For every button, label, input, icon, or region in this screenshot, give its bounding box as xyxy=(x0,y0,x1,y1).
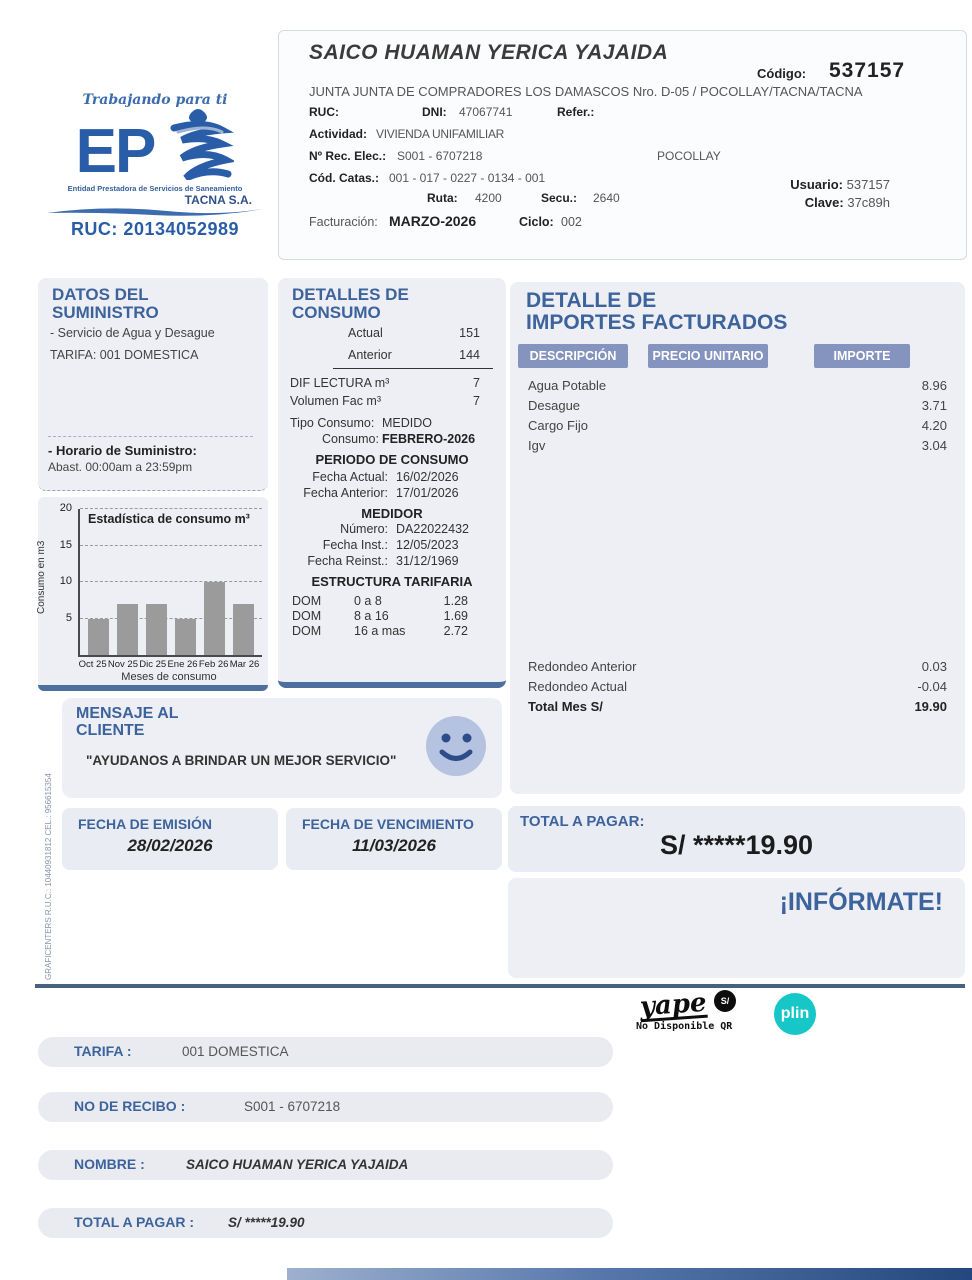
resumen-tarifa-row: TARIFA : 001 DOMESTICA xyxy=(38,1037,613,1067)
usuario-value: 537157 xyxy=(846,177,890,192)
fecha-reinst-label: Fecha Reinst.: xyxy=(307,554,388,568)
eps-logo xyxy=(40,92,270,242)
ciclo-value: 002 xyxy=(561,215,582,229)
column-header-descripcion: DESCRIPCIÓN xyxy=(518,344,628,368)
medidor-title: MEDIDOR xyxy=(361,506,423,521)
logo-swoosh xyxy=(45,207,265,217)
y-tick-5: 5 xyxy=(65,611,72,624)
clave-label: Clave: xyxy=(804,195,844,210)
facturacion-label: Facturación: xyxy=(309,215,378,229)
horario-label: - Horario de Suministro: xyxy=(48,443,197,458)
refer-label: Refer.: xyxy=(557,105,595,119)
detalles-consumo-panel: DETALLES DE CONSUMO Actual 151 Anterior 144 DIF LECTURA m³ 7 Volumen Fac m³ 7 Tipo Consumo: MEDIDO Consumo: FEBRERO-2026 PERIODO DE CONSUMO Fecha Actual: 16/02/2026 Fecha Anterior: 17/01/2026 MEDIDOR Número: DA22022432 Fecha Inst.: 12/05/2023 Fecha Reinst.: 31/12/1969 ESTRUCTURA TARIFARIA DOM 0 a 8 1.28 DOM 8 a 16 1.69 DOM 16 a mas 2.72 xyxy=(278,278,506,688)
resumen-nombre-row: NOMBRE : SAICO HUAMAN YERICA YAJAIDA xyxy=(38,1150,613,1180)
clave-value: 37c89h xyxy=(847,195,890,210)
mensaje-cliente-panel xyxy=(62,698,502,798)
x-tick-Feb 26: Feb 26 xyxy=(198,659,229,670)
actividad-value: VIVIENDA UNIFAMILIAR xyxy=(376,127,505,141)
x-tick-Mar 26: Mar 26 xyxy=(229,659,260,670)
plin-logo: plin xyxy=(774,993,816,1035)
mensaje-title: MENSAJE AL CLIENTE xyxy=(76,705,179,739)
customer-name: SAICO HUAMAN YERICA YAJAIDA xyxy=(309,41,669,64)
fecha-actual-label: Fecha Actual: xyxy=(312,470,388,484)
fecha-emision-value: 28/02/2026 xyxy=(127,836,213,855)
usuario-label: Usuario: xyxy=(790,177,843,192)
dni-value: 47067741 xyxy=(459,105,513,119)
actividad-label: Actividad: xyxy=(309,127,368,141)
ruc-label: RUC: xyxy=(309,105,339,119)
datos-suministro-panel xyxy=(38,278,268,491)
no-qr-text: No Disponible QR xyxy=(636,1021,733,1032)
x-tick-Ene 26: Ene 26 xyxy=(167,659,198,670)
anterior-label: Anterior xyxy=(348,348,392,362)
footer-divider xyxy=(35,984,965,988)
column-header-precio-unitario: PRECIO UNITARIO xyxy=(648,344,768,368)
eps-letters: EP xyxy=(75,117,155,187)
informate-panel xyxy=(508,878,965,978)
datos-title: DATOS DEL SUMINISTRO xyxy=(52,285,159,322)
facturacion-value: MARZO-2026 xyxy=(389,213,477,229)
fecha-emision-label: FECHA DE EMISIÓN xyxy=(78,816,213,832)
ruta-value: 4200 xyxy=(475,191,502,205)
periodo-title: PERIODO DE CONSUMO xyxy=(315,452,469,467)
ciclo-label: Ciclo: xyxy=(519,215,554,229)
bar-Nov 25 xyxy=(117,604,138,655)
bar-Mar 26 xyxy=(233,604,254,655)
vol-label: Volumen Fac m³ xyxy=(290,394,382,408)
consumo-value: FEBRERO-2026 xyxy=(382,432,476,446)
bar-Feb 26 xyxy=(204,582,225,655)
resumen-recibo-row: NO DE RECIBO : S001 - 6707218 xyxy=(38,1092,613,1122)
servicio-line: - Servicio de Agua y Desague xyxy=(50,326,215,340)
tarifa-line: TARIFA: 001 DOMESTICA xyxy=(50,348,199,362)
estructura-title: ESTRUCTURA TARIFARIA xyxy=(311,574,473,589)
fecha-emision-box xyxy=(62,808,278,870)
y-tick-10: 10 xyxy=(59,575,72,587)
company-ruc: RUC: 20134052989 xyxy=(70,219,240,239)
chart-bars xyxy=(80,509,262,655)
tipo-label: Tipo Consumo: xyxy=(290,416,375,430)
vol-value: 7 xyxy=(473,394,480,408)
ruta-label: Ruta: xyxy=(427,191,458,205)
logo-tagline: Trabajando para ti xyxy=(82,92,228,108)
actual-label: Actual xyxy=(348,326,383,340)
bar-Ene 26 xyxy=(175,619,196,656)
usuario-row xyxy=(790,177,890,192)
bar-Dic 25 xyxy=(146,604,167,655)
fecha-reinst-value: 31/12/1969 xyxy=(396,554,459,568)
reading-divider xyxy=(333,368,493,369)
importes-title: DETALLE DE IMPORTES FACTURADOS xyxy=(526,289,788,335)
y-tick-20: 20 xyxy=(59,502,72,514)
rec-elec-value: S001 - 6707218 xyxy=(397,149,483,163)
codigo-label: Código: xyxy=(757,66,807,81)
fecha-actual-value: 16/02/2026 xyxy=(396,470,459,484)
fecha-vencimiento-value: 11/03/2026 xyxy=(352,836,436,855)
informate-text: ¡INFÓRMATE! xyxy=(779,888,943,916)
detalles-title: DETALLES DE CONSUMO xyxy=(292,285,409,322)
tipo-value: MEDIDO xyxy=(382,416,432,430)
total-a-pagar-value: S/ *****19.90 xyxy=(659,830,814,860)
printer-credit: GRAFICENTERS R.U.C.: 10440931812 CEL.: 956615354 xyxy=(44,773,53,980)
dif-label: DIF LECTURA m³ xyxy=(290,376,390,390)
smiley-icon xyxy=(422,712,490,780)
customer-header-block xyxy=(278,30,967,260)
logo-company: TACNA S.A. xyxy=(184,193,252,207)
clave-row xyxy=(805,195,890,210)
fecha-vencimiento-box xyxy=(286,808,502,870)
importes-facturados-panel: DETALLE DE IMPORTES FACTURADOS DESCRIPCIÓN PRECIO UNITARIO IMPORTE Agua Potable 8.96 Desague 3.71 Cargo Fijo 4.20 Igv 3.04 Redondeo Anterior 0.03 Redondeo Actual -0.04 Total Mes S/ 19.90 xyxy=(510,282,965,794)
consumo-label: Consumo: xyxy=(322,432,379,446)
secu-value: 2640 xyxy=(593,191,620,205)
x-tick-Dic 25: Dic 25 xyxy=(139,659,167,670)
yape-logo: yape S/ xyxy=(640,994,707,1020)
catastro-label: Cód. Catas.: xyxy=(309,171,380,185)
logo-subtitle: Entidad Prestadora de Servicios de Saneamiento xyxy=(67,184,243,193)
dif-value: 7 xyxy=(473,376,480,390)
customer-address: JUNTA JUNTA DE COMPRADORES LOS DAMASCOS Nro. D-05 / POCOLLAY/TACNA/TACNA xyxy=(309,84,863,99)
fecha-inst-value: 12/05/2023 xyxy=(396,538,459,552)
total-a-pagar-box xyxy=(508,806,965,872)
chart-x-axis-label: Meses de consumo xyxy=(121,671,217,683)
fecha-anterior-label: Fecha Anterior: xyxy=(303,486,388,500)
bar-Oct 25 xyxy=(88,619,109,656)
x-tick-Nov 25: Nov 25 xyxy=(107,659,138,670)
secu-label: Secu.: xyxy=(541,191,578,205)
fecha-anterior-value: 17/01/2026 xyxy=(396,486,459,500)
y-tick-15: 15 xyxy=(59,538,72,551)
column-header-importe: IMPORTE xyxy=(814,344,910,368)
horario-block xyxy=(48,436,253,474)
water-swirl-icon xyxy=(154,106,234,180)
x-tick-Oct 25: Oct 25 xyxy=(78,659,107,670)
horario-value: Abast. 00:00am a 23:59pm xyxy=(48,460,193,474)
anterior-value: 144 xyxy=(459,348,480,362)
distrito-value: POCOLLAY xyxy=(657,149,721,163)
dni-label: DNI: xyxy=(422,105,447,119)
codigo-value: 537157 xyxy=(829,59,906,82)
consumption-chart-panel xyxy=(38,497,268,691)
yape-badge-icon: S/ xyxy=(714,990,736,1012)
resumen-total-row: TOTAL A PAGAR : S/ *****19.90 xyxy=(38,1208,613,1238)
chart-plot-area xyxy=(78,509,262,657)
chart-title: Estadística de consumo m³ xyxy=(88,512,250,526)
catastro-value: 001 - 017 - 0227 - 0134 - 001 xyxy=(389,171,546,185)
chart-y-axis-label: Consumo en m3 xyxy=(36,540,47,614)
bottom-accent-bar xyxy=(287,1268,972,1280)
eps-wordmark xyxy=(40,108,270,187)
fecha-vencimiento-label: FECHA DE VENCIMIENTO xyxy=(302,816,474,832)
total-a-pagar-label: TOTAL A PAGAR: xyxy=(520,813,645,830)
numero-label: Número: xyxy=(340,522,388,536)
rec-elec-label: Nº Rec. Elec.: xyxy=(309,149,387,163)
chart-x-ticks xyxy=(78,659,260,670)
actual-value: 151 xyxy=(459,326,480,340)
mensaje-quote: "AYUDANOS A BRINDAR UN MEJOR SERVICIO" xyxy=(86,753,397,768)
numero-value: DA22022432 xyxy=(396,522,469,536)
fecha-inst-label: Fecha Inst.: xyxy=(322,538,388,552)
